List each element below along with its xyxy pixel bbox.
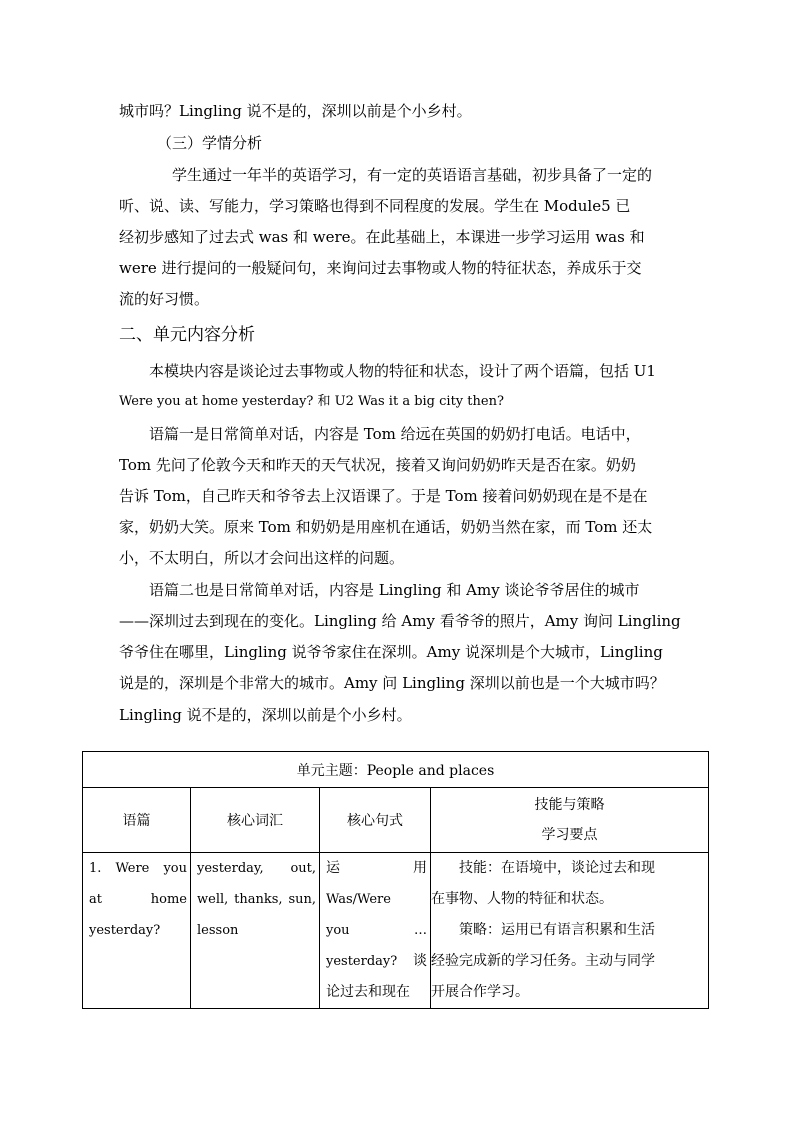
cell-word: 论过去和现在 bbox=[326, 984, 410, 1000]
cell-word: 运 bbox=[326, 860, 340, 876]
cell-word: 用 bbox=[413, 860, 427, 876]
cell-word: yesterday? bbox=[326, 954, 398, 969]
strategy-line: 开展合作学习。 bbox=[431, 984, 529, 1000]
paragraph-line: were 进行提问的一般疑问句，来询问过去事物或人物的特征状态，养成乐于交 bbox=[119, 259, 642, 277]
header-skills bbox=[431, 788, 709, 853]
cell-word: Was/Were bbox=[326, 892, 391, 907]
cell-sentences bbox=[320, 853, 431, 1009]
paragraph-line: Were you at home yesterday? 和 U2 Was it a big city then? bbox=[119, 394, 504, 409]
cell-word: home bbox=[150, 892, 187, 907]
paragraph-line: 经初步感知了过去式 was 和 were。在此基础上，本课进一步学习运用 was 和 bbox=[119, 228, 645, 246]
cell-word: 谈 bbox=[413, 953, 427, 969]
cell-word: yesterday? bbox=[89, 923, 161, 938]
strategy-line: 经验完成新的学习任务。主动与同学 bbox=[431, 953, 655, 969]
header-skills-line2: 学习要点 bbox=[541, 827, 598, 843]
paragraph-line: 语篇一是日常简单对话，内容是 Tom 给远在英国的奶奶打电话。电话中， bbox=[149, 425, 641, 443]
cell-word: at bbox=[89, 892, 102, 907]
paragraph-line: ——深圳过去到现在的变化。Lingling 给 Amy 看爷爷的照片，Amy 询问 Lingling bbox=[119, 612, 681, 630]
paragraph-line: 城市吗？Lingling 说不是的，深圳以前是个小乡村。 bbox=[119, 102, 472, 120]
cell-word: lesson bbox=[197, 923, 239, 938]
paragraph-line: 本模块内容是谈论过去事物或人物的特征和状态，设计了两个语篇，包括 U1 bbox=[149, 362, 656, 380]
cell-word: Were bbox=[115, 861, 150, 876]
cell-word: you bbox=[163, 861, 187, 876]
header-text: 语篇 bbox=[83, 788, 191, 853]
cell-word: out, bbox=[290, 861, 316, 876]
paragraph-line: 说是的，深圳是个非常大的城市。Amy 问 Lingling 深圳以前也是一个大城市吗？ bbox=[119, 674, 665, 692]
paragraph-line: 语篇二也是日常简单对话，内容是 Lingling 和 Amy 谈论爷爷居住的城市 bbox=[149, 581, 640, 599]
cell-word: you bbox=[326, 923, 350, 938]
unit-table bbox=[82, 751, 709, 1009]
cell-vocab bbox=[191, 853, 320, 1009]
paragraph-line: Lingling 说不是的，深圳以前是个小乡村。 bbox=[119, 706, 412, 724]
paragraph-line: 爷爷住在哪里，Lingling 说爷爷家住在深圳。Amy 说深圳是个大城市，Lingling bbox=[119, 643, 663, 661]
cell-word: sun, bbox=[288, 892, 316, 907]
header-skills-line1: 技能与策略 bbox=[534, 797, 605, 813]
paragraph-line: 告诉 Tom，自己昨天和爷爷去上汉语课了。于是 Tom 接着问奶奶现在是不是在 bbox=[119, 487, 648, 505]
subsection-heading: （三）学情分析 bbox=[157, 134, 263, 152]
table-title: 单元主题：People and places bbox=[83, 752, 709, 788]
skills-line: 技能：在语境中，谈论过去和现 bbox=[459, 860, 655, 876]
cell-word: thanks, bbox=[234, 892, 283, 907]
paragraph-line: 流的好习惯。 bbox=[119, 290, 210, 308]
cell-word: … bbox=[414, 923, 427, 938]
table-row bbox=[83, 853, 709, 1009]
cell-word: well, bbox=[197, 892, 229, 907]
cell-text bbox=[83, 853, 191, 1009]
paragraph-line: 学生通过一年半的英语学习，有一定的英语语言基础，初步具备了一定的 bbox=[172, 166, 653, 184]
section-heading: 二、单元内容分析 bbox=[119, 325, 255, 345]
paragraph-line: 听、说、读、写能力，学习策略也得到不同程度的发展。学生在 Module5 已 bbox=[119, 197, 631, 215]
header-sentences: 核心句式 bbox=[320, 788, 431, 853]
paragraph-line: 家，奶奶大笑。原来 Tom 和奶奶是用座机在通话，奶奶当然在家，而 Tom 还太 bbox=[119, 518, 653, 536]
strategy-line: 策略：运用已有语言积累和生活 bbox=[459, 922, 655, 938]
cell-word: yesterday, bbox=[197, 861, 264, 876]
header-vocab: 核心词汇 bbox=[191, 788, 320, 853]
cell-skills bbox=[431, 853, 709, 1009]
paragraph-line: Tom 先问了伦敦今天和昨天的天气状况，接着又询问奶奶昨天是否在家。奶奶 bbox=[119, 456, 636, 474]
paragraph-line: 小，不太明白，所以才会问出这样的问题。 bbox=[119, 549, 405, 567]
cell-word: 1. bbox=[89, 861, 102, 876]
skills-line: 在事物、人物的特征和状态。 bbox=[431, 891, 613, 907]
